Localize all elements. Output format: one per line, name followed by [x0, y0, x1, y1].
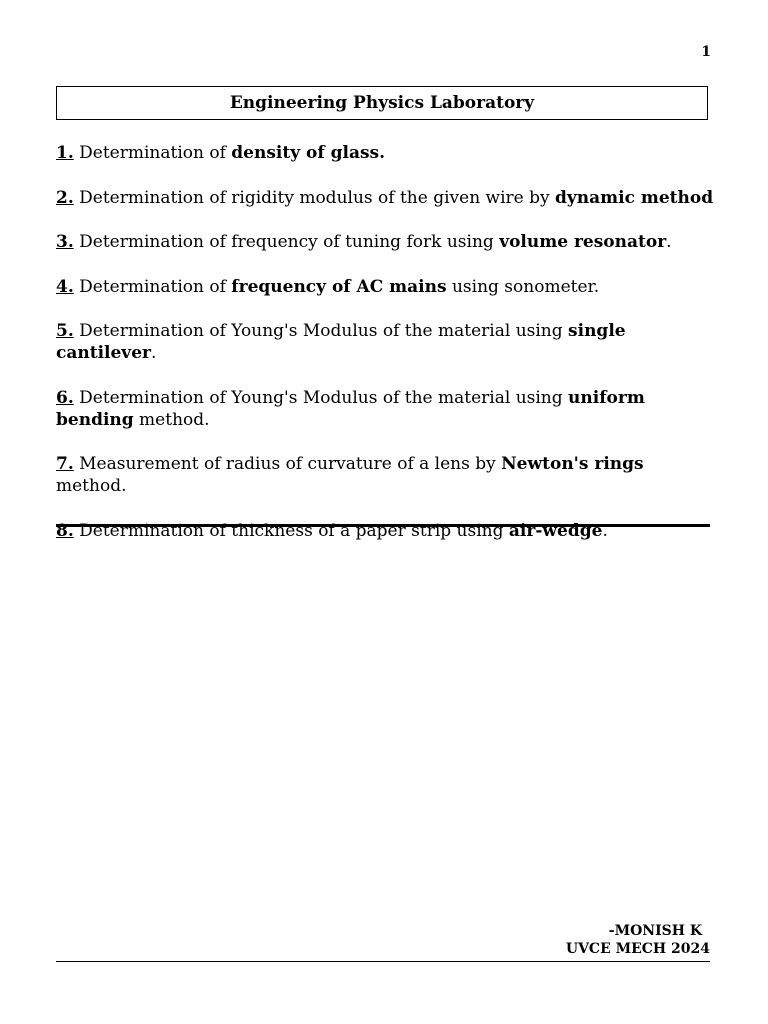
experiment-text: Determination of Young's Modulus of the material using — [73, 321, 569, 341]
experiment-text-end: using sonometer. — [446, 276, 600, 297]
experiment-text: Determination of thickness of a paper strip using — [73, 520, 509, 541]
author-affiliation: UVCE MECH 2024 — [565, 941, 710, 957]
experiment-number: 4. — [56, 276, 74, 297]
experiment-number: 8. — [56, 520, 74, 541]
experiment-highlight: volume resonator — [499, 232, 667, 252]
experiment-highlight: dynamic method — [555, 187, 714, 208]
experiment-number: 7. — [56, 454, 74, 474]
experiment-item — [56, 520, 716, 542]
experiment-item — [56, 231, 716, 253]
experiment-item — [56, 387, 716, 431]
experiment-item — [56, 453, 716, 497]
experiment-highlight: density of glass. — [231, 143, 386, 163]
experiment-item — [56, 320, 716, 364]
page-number: 1 — [701, 44, 711, 60]
experiment-item — [56, 276, 716, 298]
experiment-text-end: . — [602, 520, 608, 541]
experiment-text-end: . — [150, 343, 157, 363]
signature-block — [566, 922, 710, 958]
section-divider — [56, 524, 710, 527]
experiment-text: Determination of Young's Modulus of the material using — [73, 387, 569, 408]
experiment-text: Determination of rigidity modulus of the given wire by — [73, 187, 556, 208]
experiment-text: Measurement of radius of curvature of a lens by — [73, 454, 502, 474]
page-title: Engineering Physics Laboratory — [56, 86, 708, 120]
experiment-text-end: . — [666, 232, 672, 252]
experiment-text: Determination of frequency of tuning fork using — [73, 232, 500, 252]
experiment-number: 1. — [56, 143, 74, 163]
experiment-text: Determination of — [73, 143, 232, 163]
experiment-highlight: uniform bending — [56, 387, 645, 430]
experiment-number: 5. — [56, 321, 74, 341]
author-name: -MONISH K — [608, 923, 702, 939]
experiment-text-end: method. — [56, 476, 127, 496]
experiment-item — [56, 187, 716, 209]
experiment-text-end: method. — [133, 409, 210, 430]
experiment-highlight: air-wedge — [508, 520, 603, 541]
footer-divider — [56, 961, 710, 962]
experiment-text: Determination of — [73, 276, 232, 297]
experiment-number: 2. — [56, 187, 74, 208]
experiment-item — [56, 142, 716, 164]
experiment-number: 3. — [56, 232, 74, 252]
experiment-highlight: Newton's rings — [501, 454, 644, 474]
experiment-list — [56, 142, 716, 564]
experiment-number: 6. — [56, 387, 74, 408]
experiment-highlight: frequency of AC mains — [231, 276, 447, 297]
experiment-highlight: single cantilever — [56, 321, 626, 363]
